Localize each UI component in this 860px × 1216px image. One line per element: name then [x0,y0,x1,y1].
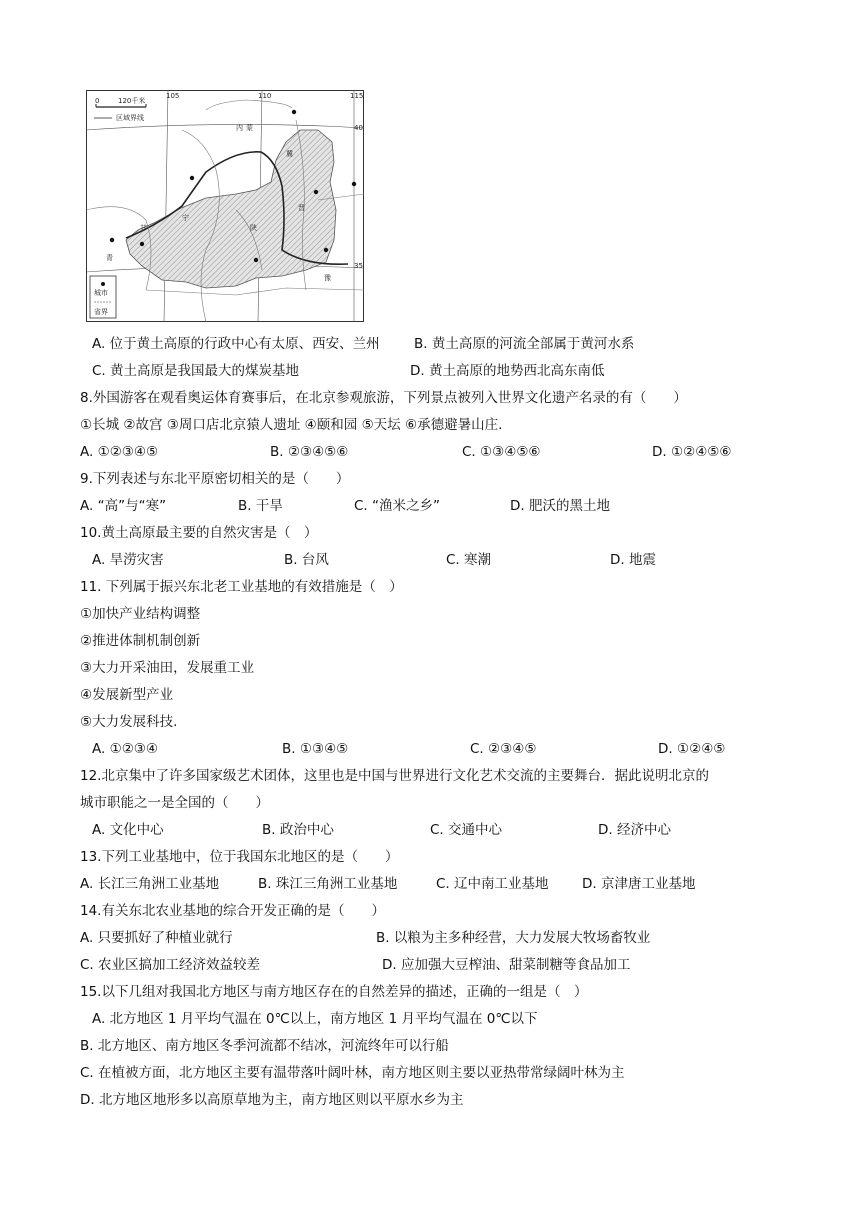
q8-items: ①长城 ②故宫 ③周口店北京猿人遗址 ④颐和园 ⑤天坛 ⑥承德避暑山庄. [80,417,503,433]
q13-stem: 13.下列工业基地中，位于我国东北地区的是（ ） [80,849,399,865]
q11-option-c: C. ②③④⑤ [470,741,537,757]
q15-option-a: A. 北方地区 1 月平均气温在 0℃以上，南方地区 1 月平均气温在 0℃以下 [92,1011,538,1027]
lon-105-label: 105 [166,92,180,100]
loess-plateau-map [86,90,364,322]
q10-option-b: B. 台风 [284,552,329,568]
svg-text:冀: 冀 [286,150,293,158]
svg-text:晋: 晋 [298,204,305,212]
svg-text:城市: 城市 [94,289,108,297]
svg-text:0: 0 [95,97,100,105]
q11-option-b: B. ①③④⑤ [282,741,349,757]
svg-text:青: 青 [106,254,113,262]
svg-text:省界: 省界 [94,308,108,316]
svg-text:内: 内 [236,124,243,132]
q7-option-d: D. 黄土高原的地势西北高东南低 [410,363,605,379]
q8-option-c: C. ①③④⑤⑥ [462,444,541,460]
q12-option-a: A. 文化中心 [92,822,164,838]
q10-option-d: D. 地震 [610,552,656,568]
q7-option-b: B. 黄土高原的河流全部属于黄河水系 [414,336,635,352]
q12-option-c: C. 交通中心 [430,822,503,838]
svg-text:宁: 宁 [182,214,189,222]
q9-option-b: B. 干旱 [238,498,283,514]
q14-option-b: B. 以粮为主多种经营，大力发展大牧场畜牧业 [376,930,651,946]
q10-option-c: C. 寒潮 [446,552,492,568]
map-legend [90,276,116,318]
lon-110-label: 110 [258,92,272,100]
q15-option-b: B. 北方地区、南方地区冬季河流都不结冰，河流终年可以行船 [80,1038,449,1054]
q13-option-a: A. 长江三角洲工业基地 [80,876,220,892]
q8-stem: 8.外国游客在观看奥运体育赛事后，在北京参观旅游，下列景点被列入世界文化遗产名录的有（ ） [80,390,687,406]
q13-option-b: B. 珠江三角洲工业基地 [258,876,398,892]
q11-stem: 11. 下列属于振兴东北老工业基地的有效措施是（ ） [80,579,403,595]
q14-option-a: A. 只要抓好了种植业就行 [80,930,233,946]
q10-option-a: A. 旱涝灾害 [92,552,164,568]
q8-option-b: B. ②③④⑤⑥ [270,444,349,460]
q11-option-d: D. ①②④⑤ [658,741,726,757]
q15-option-c: C. 在植被方面，北方地区主要有温带落叶阔叶林，南方地区则主要以亚热带常绿阔叶林为主 [80,1065,625,1081]
q7-option-a: A. 位于黄土高原的行政中心有太原、西安、兰州 [92,336,380,352]
q11-option-a: A. ①②③④ [92,741,159,757]
q11-item-2: ②推进体制机制创新 [80,633,201,649]
q7-option-c: C. 黄土高原是我国最大的煤炭基地 [92,363,300,379]
q13-option-c: C. 辽中南工业基地 [436,876,549,892]
q13-option-d: D. 京津唐工业基地 [582,876,696,892]
q9-option-d: D. 肥沃的黑土地 [510,498,610,514]
q12-stem-line2: 城市职能之一是全国的（ ） [80,795,269,811]
svg-text:区域界线: 区域界线 [116,114,144,122]
q15-stem: 15.以下几组对我国北方地区与南方地区存在的自然差异的描述，正确的一组是（ ） [80,984,588,1000]
q11-item-5: ⑤大力发展科技. [80,714,178,730]
q9-option-a: A. “高”与“寒” [80,498,167,514]
q8-option-a: A. ①②③④⑤ [80,444,159,460]
q10-stem: 10.黄土高原最主要的自然灾害是（ ） [80,525,318,541]
q11-item-3: ③大力开采油田，发展重工业 [80,660,255,676]
q9-stem: 9.下列表述与东北平原密切相关的是（ ） [80,471,350,487]
q12-option-b: B. 政治中心 [262,822,334,838]
lat-40-label: 40 [354,124,363,132]
lon-115-label: 115 [350,92,364,100]
q12-option-d: D. 经济中心 [598,822,671,838]
svg-text:120千米: 120千米 [118,97,146,105]
lat-35-label: 35 [354,262,363,270]
q14-option-d: D. 应加强大豆榨油、甜菜制糖等食品加工 [382,957,631,973]
q9-option-c: C. “渔米之乡” [354,498,441,514]
svg-text:豫: 豫 [324,274,331,282]
svg-text:蒙: 蒙 [246,124,253,132]
q14-stem: 14.有关东北农业基地的综合开发正确的是（ ） [80,903,385,919]
svg-text:甘: 甘 [140,224,147,232]
q15-option-d: D. 北方地区地形多以高原草地为主，南方地区则以平原水乡为主 [80,1092,464,1108]
q11-item-4: ④发展新型产业 [80,687,174,703]
q11-item-1: ①加快产业结构调整 [80,606,201,622]
q12-stem-line1: 12.北京集中了许多国家级艺术团体，这里也是中国与世界进行文化艺术交流的主要舞台．据此说明北京的 [80,768,709,784]
svg-text:陕: 陕 [250,224,257,232]
q14-option-c: C. 农业区搞加工经济效益较差 [80,957,261,973]
q8-option-d: D. ①②④⑤⑥ [652,444,732,460]
